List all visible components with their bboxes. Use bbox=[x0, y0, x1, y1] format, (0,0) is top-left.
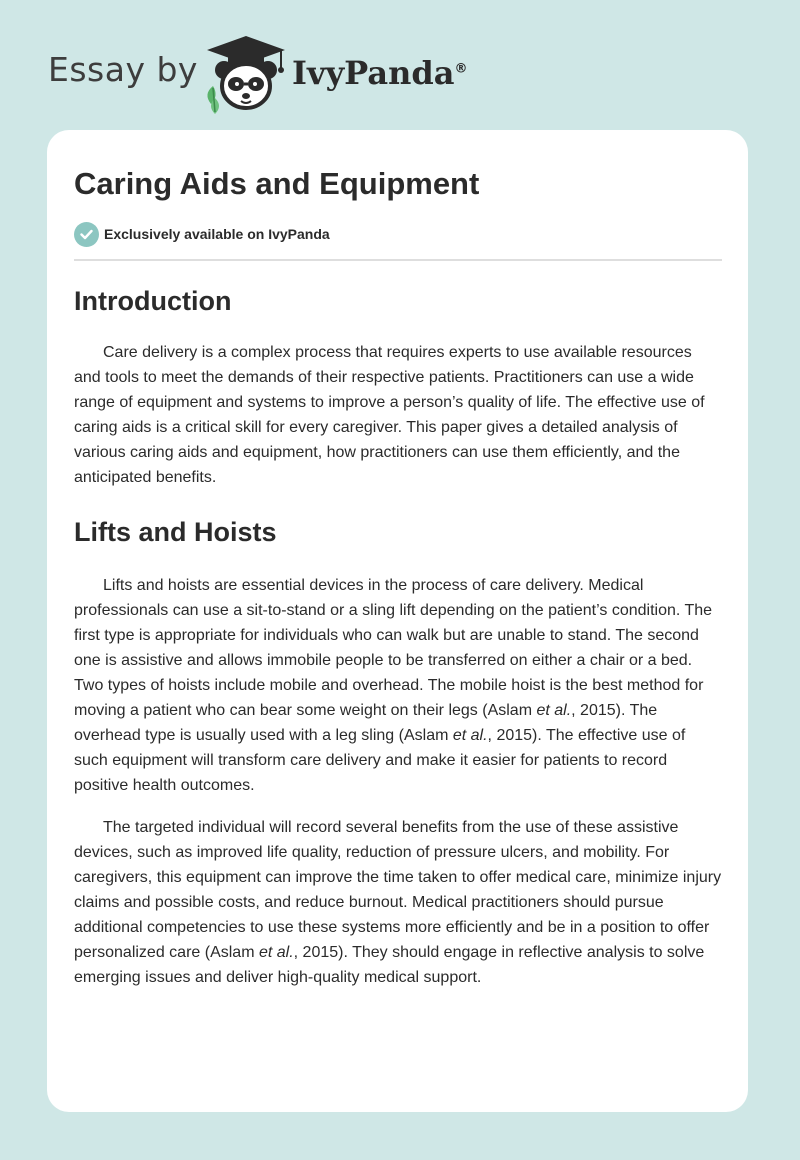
site-header bbox=[48, 30, 508, 120]
citation-et-al: et al. bbox=[258, 944, 294, 961]
citation-et-al: et al. bbox=[452, 727, 488, 744]
brand-name-text: IvyPanda bbox=[292, 54, 455, 92]
paragraph: Care delivery is a complex process that requires experts to use available resources and tools to meet the demands of their respective patients. Practitioners can use a wide range of equipment and systems to improve a person’s quality of life. The effective use of caring aids is a critical skill for every caregiver. This paper gives a detailed analysis of various caring aids and equipment, how practitioners can use them efficiently, and the anticipated benefits. bbox=[74, 344, 705, 486]
page-title: Caring Aids and Equipment bbox=[74, 166, 480, 201]
paragraph bbox=[74, 815, 722, 990]
ivypanda-logo-link[interactable] bbox=[201, 34, 291, 114]
brand-name bbox=[292, 54, 467, 92]
paragraph-text: Lifts and hoists are essential devices in the process of care delivery. Medical professionals can use a sit-to-stand or a sling lift depending on the patient’s condition. The first type is appropriate for individuals who can walk but are unable to stand. The second one is assistive and allows immobile people to be transferred on either a chair or a bed. Two types of hoists include mobile and overhead. The mobile hoist is the best method for moving a patient who can bear some weight on their legs (Aslam bbox=[74, 577, 713, 719]
section-heading: Introduction bbox=[74, 286, 232, 316]
exclusive-badge bbox=[74, 221, 722, 247]
essay-card bbox=[47, 130, 748, 1112]
section-lifts-and-hoists bbox=[74, 514, 722, 990]
panda-graduate-icon bbox=[201, 34, 291, 114]
paragraph-text: , 2015). They should engage in reflective analysis to solve emerging issues and deliver high-quality medical support. bbox=[74, 944, 705, 986]
registered-mark: ® bbox=[454, 61, 468, 77]
check-circle-icon bbox=[74, 222, 99, 247]
brand-prefix: Essay by bbox=[48, 50, 198, 89]
paragraph-text: , 2015). The overhead type is usually used with a leg sling (Aslam bbox=[74, 702, 658, 744]
section-heading: Lifts and Hoists bbox=[74, 517, 277, 547]
exclusive-badge-text: Exclusively available on IvyPanda bbox=[104, 226, 330, 242]
paragraph-text: , 2015). The effective use of such equipment will transform care delivery and make it easier for patients to record positive health outcomes. bbox=[74, 727, 686, 794]
section-introduction bbox=[74, 283, 722, 490]
paragraph bbox=[74, 573, 722, 798]
title-divider bbox=[74, 259, 722, 261]
paragraph-text: The targeted individual will record several benefits from the use of these assistive devices, such as improved life quality, reduction of pressure ulcers, and mobility. For caregivers, this equipment can improve the time taken to offer medical care, minimize injury claims and possible costs, and reduce burnout. Medical practitioners should pursue additional competencies to use these systems more efficiently and be in a position to offer personalized care (Aslam bbox=[74, 819, 722, 961]
citation-et-al: et al. bbox=[536, 702, 572, 719]
check-mark-icon bbox=[80, 229, 93, 240]
